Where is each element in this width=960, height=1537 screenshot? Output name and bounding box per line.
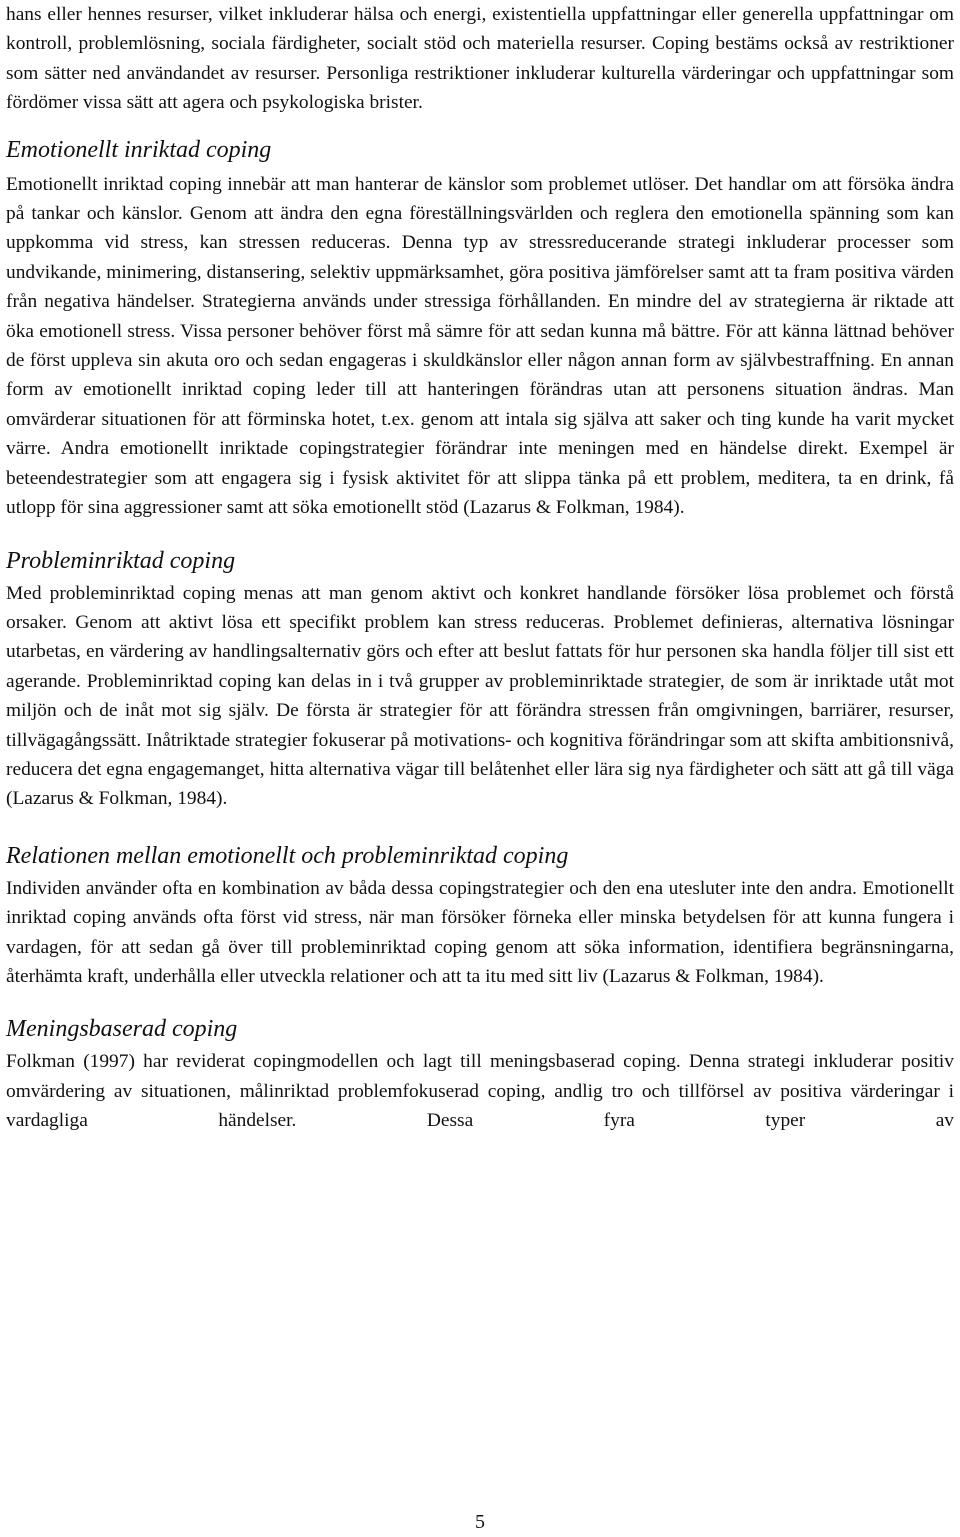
section-heading-probleminriktad-coping: Probleminriktad coping	[6, 547, 236, 574]
page-number: 5	[475, 1511, 485, 1533]
section-body-meningsbaserad-coping: Folkman (1997) har reviderat copingmodellen och lagt till meningsbaserad coping. Denna strategi inkluderar positiv omvärdering av situationen, målinriktad problemfokuserad coping, andlig tro och tillförsel av positiva värderingar i vardagliga händelser. Dessa fyra typer av	[6, 1051, 954, 1132]
intro-paragraph: hans eller hennes resurser, vilket inkluderar hälsa och energi, existentiella uppfattningar eller generella uppfattningar om kontroll, problemlösning, sociala färdigheter, socialt stöd och materiella resurser. Coping bestäms också av restriktioner som sätter ned användandet av resurser. Personliga restriktioner inkluderar kulturella värderingar och uppfattningar som fördömer vissa sätt att agera och psykologiska brister.	[6, 4, 954, 114]
section-heading-emotionellt-inriktad-coping: Emotionellt inriktad coping	[6, 136, 272, 163]
section-heading-meningsbaserad-coping: Meningsbaserad coping	[6, 1016, 238, 1043]
section-heading-relationen: Relationen mellan emotionellt och probleminriktad coping	[6, 842, 569, 869]
section-body-relationen: Individen använder ofta en kombination av båda dessa copingstrategier och den ena utesluter inte den andra. Emotionellt inriktad coping används ofta först vid stress, när man försöker förneka eller minska betydelsen för att kunna fungera i vardagen, för att sedan gå över till probleminriktad coping genom att söka information, identifiera begränsningarna, återhämta kraft, underhålla eller utveckla relationer och att ta itu med sitt liv (Lazarus & Folkman, 1984).	[6, 877, 954, 987]
section-body-emotionellt-inriktad-coping: Emotionellt inriktad coping innebär att man hanterar de känslor som problemet utlöser. Det handlar om att försöka ändra på tankar och känslor. Genom att ändra den egna föreställningsvärlden och reglera den emotionella spänning som kan uppkomma vid stress, kan stressen reduceras. Denna typ av stressreducerande strategi inkluderar processer som undvikande, minimering, distansering, selektiv uppmärksamhet, göra positiva jämförelser samt att ta fram positiva värden från negativa händelser. Strategierna används under stressiga förhållanden. En mindre del av strategierna är riktade att öka emotionell stress. Vissa personer behöver först må sämre för att sedan kunna må bättre. För att känna lättnad behöver de först uppleva sin akuta oro och sedan engageras i skuldkänslor eller någon annan form av självbestraffning. En annan form av emotionellt inriktad coping leder till att hanteringen förändras utan att personens situation ändras. Man omvärderar situationen för att förminska hotet, t.ex. genom att intala sig själva att saker och ting kunde ha varit mycket värre. Andra emotionellt inriktade copingstrategier förändrar inte meningen med en händelse direkt. Exempel är beteendestrategier som att engagera sig i fysisk aktivitet för att slippa tänka på ett problem, meditera, ta en drink, få utlopp för sina aggressioner samt att söka emotionellt stöd (Lazarus & Folkman, 1984).	[6, 173, 954, 519]
section-body-probleminriktad-coping: Med probleminriktad coping menas att man genom aktivt och konkret handlande försöker lösa problemet och förstå orsaker. Genom att aktivt lösa ett specifikt problem kan stress reduceras. Problemet definieras, alternativa lösningar utarbetas, en värdering av handlingsalternativ görs och efter att beslut fattats för hur personen ska handla följer till sist ett agerande. Probleminriktad coping kan delas in i två grupper av probleminriktade strategier, de som är inriktade utåt mot miljön och de inåt mot sig själv. De första är strategier för att förändra stressen från omgivningen, barriärer, resurser, tillvägagångssätt. Inåtriktade strategier fokuserar på motivations- och kognitiva förändringar som att skifta ambitionsnivå, reducera det egna engagemanget, hitta alternativa vägar till belåtenhet eller lära sig nya färdigheter och sätt att gå till väga (Lazarus & Folkman, 1984).	[6, 582, 954, 810]
document-page	[6, 0, 954, 1136]
